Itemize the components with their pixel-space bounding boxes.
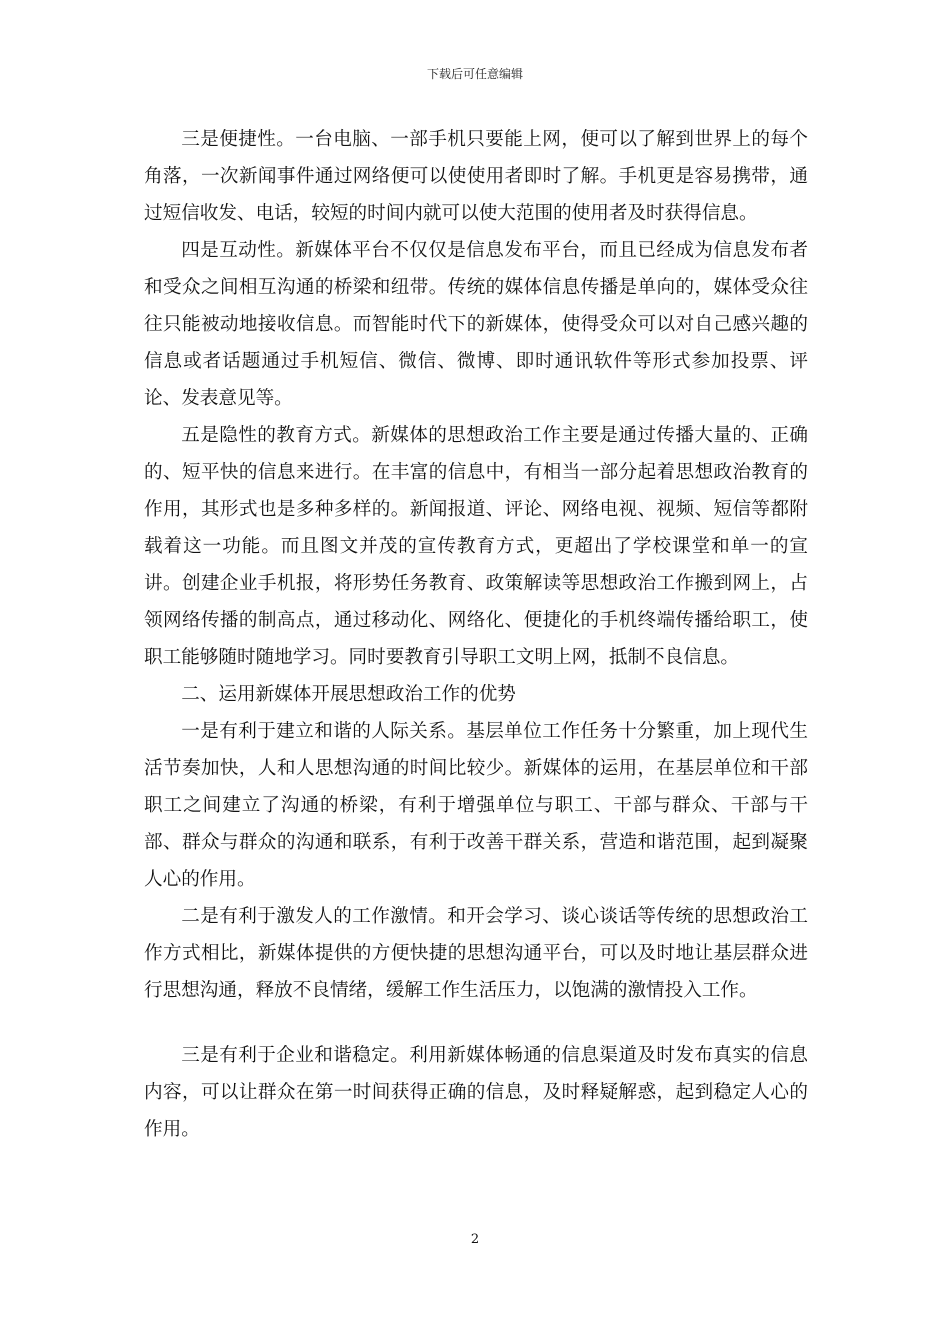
- paragraph-advantage-1: 一是有利于建立和谐的人际关系。基层单位工作任务十分繁重，加上现代生活节奏加快，人和人思想沟通的时间比较少。新媒体的运用，在基层单位和干部职工之间建立了沟通的桥梁，有利于增强单位与职工、干部与群众、干部与干部、群众与群众的沟通和联系，有利于改善干群关系，营造和谐范围，起到凝聚人心的作用。: [144, 721, 808, 890]
- document-body: [144, 121, 808, 1148]
- paragraph-advantage-3: 三是有利于企业和谐稳定。利用新媒体畅通的信息渠道及时发布真实的信息内容，可以让群众在第一时间获得正确的信息，及时释疑解惑，起到稳定人心的作用。: [144, 1045, 808, 1140]
- paragraph-convenience: 三是便捷性。一台电脑、一部手机只要能上网，便可以了解到世界上的每个角落，一次新闻事件通过网络便可以使使用者即时了解。手机更是容易携带，通过短信收发、电话，较短的时间内就可以使大范围的使用者及时获得信息。: [144, 129, 808, 224]
- paragraph-advantage-2: 二是有利于激发人的工作激情。和开会学习、谈心谈话等传统的思想政治工作方式相比，新媒体提供的方便快捷的思想沟通平台，可以及时地让基层群众进行思想沟通，释放不良情绪，缓解工作生活压力，以饱满的激情投入工作。: [144, 906, 808, 1001]
- section-heading: 二、运用新媒体开展思想政治工作的优势: [181, 684, 516, 705]
- page-number: 2: [470, 1232, 480, 1247]
- paragraph-interactivity: 四是互动性。新媒体平台不仅仅是信息发布平台，而且已经成为信息发布者和受众之间相互沟通的桥梁和纽带。传统的媒体信息传播是单向的，媒体受众往往只能被动地接收信息。而智能时代下的新媒体，使得受众可以对自己感兴趣的信息或者话题通过手机短信、微信、微博、即时通讯软件等形式参加投票、评论、发表意见等。: [144, 240, 808, 409]
- paragraph-implicit-education: 五是隐性的教育方式。新媒体的思想政治工作主要是通过传播大量的、正确的、短平快的信息来进行。在丰富的信息中，有相当一部分起着思想政治教育的作用，其形式也是多种多样的。新闻报道、评论、网络电视、视频、短信等都附载着这一功能。而且图文并茂的宣传教育方式，更超出了学校课堂和单一的宣讲。创建企业手机报，将形势任务教育、政策解读等思想政治工作搬到网上，占领网络传播的制高点，通过移动化、网络化、便捷化的手机终端传播给职工，使职工能够随时随地学习。同时要教育引导职工文明上网，抵制不良信息。: [144, 425, 808, 668]
- page-header-note: 下载后可任意编辑: [426, 67, 523, 81]
